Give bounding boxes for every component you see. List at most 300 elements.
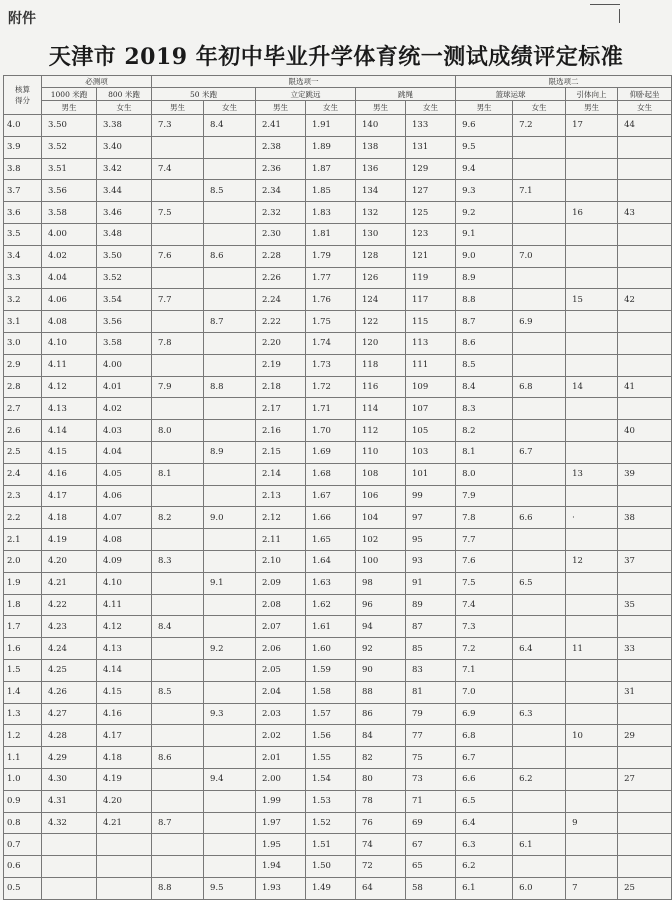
- score-cell: 7.2: [513, 115, 566, 137]
- score-cell: [204, 420, 256, 442]
- score-cell: 9.1: [204, 572, 256, 594]
- score-cell: [618, 354, 672, 376]
- score-cell: 2.34: [256, 180, 306, 202]
- score-cell: [513, 223, 566, 245]
- score-cell: 9.4: [204, 768, 256, 790]
- table-row: [4, 550, 672, 572]
- score-cell: 4.21: [97, 812, 152, 834]
- score-cell: [513, 659, 566, 681]
- score-cell: 2.10: [256, 550, 306, 572]
- level-cell: 3.1: [4, 311, 42, 333]
- table-row: [4, 376, 672, 398]
- score-cell: 9: [566, 812, 618, 834]
- score-cell: 4.05: [97, 463, 152, 485]
- score-cell: 6.0: [513, 877, 566, 899]
- score-cell: 76: [356, 812, 406, 834]
- score-cell: [152, 398, 204, 420]
- table-row: [4, 877, 672, 899]
- score-cell: 8.5: [456, 354, 513, 376]
- score-cell: [204, 267, 256, 289]
- score-cell: 4.23: [42, 616, 97, 638]
- score-cell: 8.6: [204, 245, 256, 267]
- score-cell: 25: [618, 877, 672, 899]
- score-cell: 3.40: [97, 136, 152, 158]
- level-cell: 0.7: [4, 834, 42, 856]
- score-cell: 7: [566, 877, 618, 899]
- score-cell: 1.91: [306, 115, 356, 137]
- table-row: [4, 747, 672, 769]
- score-cell: 102: [356, 529, 406, 551]
- table-row: [4, 834, 672, 856]
- score-cell: 1.68: [306, 463, 356, 485]
- score-cell: 1.49: [306, 877, 356, 899]
- score-cell: 85: [406, 638, 456, 660]
- score-cell: 4.20: [97, 790, 152, 812]
- score-cell: 65: [406, 856, 456, 878]
- table-row: [4, 529, 672, 551]
- score-cell: 3.52: [42, 136, 97, 158]
- score-cell: 3.42: [97, 158, 152, 180]
- gender-header-female: 女生: [306, 101, 356, 115]
- score-cell: [513, 398, 566, 420]
- gender-header-male: 男生: [566, 101, 618, 115]
- score-cell: 4.17: [42, 485, 97, 507]
- score-cell: 6.1: [513, 834, 566, 856]
- score-cell: 1.73: [306, 354, 356, 376]
- score-cell: 103: [406, 441, 456, 463]
- table-row: [4, 485, 672, 507]
- score-cell: [152, 768, 204, 790]
- score-cell: 79: [406, 703, 456, 725]
- score-cell: [152, 834, 204, 856]
- score-cell: 8.4: [152, 616, 204, 638]
- score-cell: [566, 441, 618, 463]
- level-cell: 1.1: [4, 747, 42, 769]
- score-cell: [513, 725, 566, 747]
- score-cell: 13: [566, 463, 618, 485]
- score-cell: 4.19: [42, 529, 97, 551]
- level-cell: 0.8: [4, 812, 42, 834]
- score-cell: 2.19: [256, 354, 306, 376]
- score-cell: [618, 572, 672, 594]
- score-cell: 120: [356, 332, 406, 354]
- score-cell: 4.31: [42, 790, 97, 812]
- score-cell: 100: [356, 550, 406, 572]
- score-cell: 6.9: [456, 703, 513, 725]
- score-cell: 7.0: [513, 245, 566, 267]
- score-cell: 2.03: [256, 703, 306, 725]
- level-cell: 1.4: [4, 681, 42, 703]
- score-cell: [152, 136, 204, 158]
- score-cell: 7.9: [152, 376, 204, 398]
- score-cell: 1.89: [306, 136, 356, 158]
- table-row: [4, 202, 672, 224]
- score-cell: [513, 267, 566, 289]
- score-cell: 7.6: [456, 550, 513, 572]
- score-cell: [618, 223, 672, 245]
- page-title: 天津市 2019 年初中毕业升学体育统一测试成绩评定标准: [48, 44, 624, 70]
- score-cell: 2.14: [256, 463, 306, 485]
- score-cell: 4.18: [97, 747, 152, 769]
- table-row: [4, 136, 672, 158]
- event-pull-up: 引体向上: [566, 88, 618, 101]
- score-cell: 4.13: [97, 638, 152, 660]
- score-cell: [204, 550, 256, 572]
- score-cell: 1.99: [256, 790, 306, 812]
- score-cell: 9.5: [204, 877, 256, 899]
- score-cell: 1.63: [306, 572, 356, 594]
- score-cell: 1.61: [306, 616, 356, 638]
- score-cell: 44: [618, 115, 672, 137]
- score-cell: 2.24: [256, 289, 306, 311]
- score-cell: 1.66: [306, 507, 356, 529]
- score-cell: 121: [406, 245, 456, 267]
- score-cell: 4.12: [42, 376, 97, 398]
- score-cell: [618, 398, 672, 420]
- score-cell: 3.46: [97, 202, 152, 224]
- level-cell: 3.3: [4, 267, 42, 289]
- score-cell: 119: [406, 267, 456, 289]
- event-long-jump: 立定跳远: [256, 88, 356, 101]
- score-cell: [152, 725, 204, 747]
- score-cell: [204, 398, 256, 420]
- score-cell: 140: [356, 115, 406, 137]
- score-cell: 9.6: [456, 115, 513, 137]
- score-cell: 8.7: [152, 812, 204, 834]
- score-cell: 12: [566, 550, 618, 572]
- score-cell: 8.2: [456, 420, 513, 442]
- score-cell: 94: [356, 616, 406, 638]
- level-cell: 1.8: [4, 594, 42, 616]
- score-cell: 7.2: [456, 638, 513, 660]
- level-cell: 2.6: [4, 420, 42, 442]
- score-cell: 4.06: [97, 485, 152, 507]
- score-cell: 132: [356, 202, 406, 224]
- score-cell: [152, 856, 204, 878]
- level-cell: 2.7: [4, 398, 42, 420]
- score-cell: 3.50: [97, 245, 152, 267]
- score-cell: [618, 311, 672, 333]
- table-row: [4, 115, 672, 137]
- level-cell: 3.8: [4, 158, 42, 180]
- score-cell: 77: [406, 725, 456, 747]
- score-cell: [566, 681, 618, 703]
- score-cell: [566, 768, 618, 790]
- score-cell: 1.55: [306, 747, 356, 769]
- score-cell: [618, 812, 672, 834]
- score-cell: 8.7: [456, 311, 513, 333]
- score-cell: 4.17: [97, 725, 152, 747]
- score-cell: 123: [406, 223, 456, 245]
- score-cell: [152, 485, 204, 507]
- score-cell: [204, 485, 256, 507]
- level-cell: 1.6: [4, 638, 42, 660]
- score-cell: 1.85: [306, 180, 356, 202]
- gender-header-female: 女生: [204, 101, 256, 115]
- score-cell: 6.9: [513, 311, 566, 333]
- score-cell: [152, 572, 204, 594]
- score-cell: 118: [356, 354, 406, 376]
- score-cell: [513, 463, 566, 485]
- score-cell: 2.12: [256, 507, 306, 529]
- score-cell: [618, 267, 672, 289]
- level-cell: 1.2: [4, 725, 42, 747]
- score-cell: 84: [356, 725, 406, 747]
- score-cell: [152, 529, 204, 551]
- score-cell: 1.83: [306, 202, 356, 224]
- score-cell: 96: [356, 594, 406, 616]
- score-cell: [204, 463, 256, 485]
- score-cell: [204, 856, 256, 878]
- score-cell: 3.58: [97, 332, 152, 354]
- score-cell: 4.30: [42, 768, 97, 790]
- score-cell: 116: [356, 376, 406, 398]
- score-cell: 4.14: [42, 420, 97, 442]
- score-cell: 71: [406, 790, 456, 812]
- score-cell: 7.1: [513, 180, 566, 202]
- score-cell: [152, 354, 204, 376]
- score-cell: 4.16: [97, 703, 152, 725]
- level-cell: 3.7: [4, 180, 42, 202]
- group-required-header: 必测项: [42, 76, 152, 88]
- score-cell: 4.21: [42, 572, 97, 594]
- score-cell: [566, 790, 618, 812]
- score-cell: [204, 790, 256, 812]
- score-cell: 1.81: [306, 223, 356, 245]
- score-cell: 4.03: [97, 420, 152, 442]
- score-cell: [566, 158, 618, 180]
- score-cell: 35: [618, 594, 672, 616]
- score-cell: [204, 834, 256, 856]
- score-cell: 8.4: [456, 376, 513, 398]
- score-cell: 114: [356, 398, 406, 420]
- score-cell: [618, 856, 672, 878]
- score-cell: 2.09: [256, 572, 306, 594]
- table-row: [4, 638, 672, 660]
- score-cell: 1.50: [306, 856, 356, 878]
- score-cell: 1.94: [256, 856, 306, 878]
- score-cell: [618, 332, 672, 354]
- table-row: [4, 311, 672, 333]
- score-cell: 127: [406, 180, 456, 202]
- score-cell: 133: [406, 115, 456, 137]
- event-basketball: 篮球运球: [456, 88, 566, 101]
- level-cell: 1.5: [4, 659, 42, 681]
- score-cell: [618, 790, 672, 812]
- score-cell: 4.12: [97, 616, 152, 638]
- table-row: [4, 616, 672, 638]
- score-cell: 39: [618, 463, 672, 485]
- score-cell: 3.48: [97, 223, 152, 245]
- score-cell: 6.5: [513, 572, 566, 594]
- event-sprint-50: 50 米跑: [152, 88, 256, 101]
- table-row: [4, 420, 672, 442]
- score-cell: 1.51: [306, 834, 356, 856]
- score-cell: 95: [406, 529, 456, 551]
- score-cell: 1.76: [306, 289, 356, 311]
- score-cell: 101: [406, 463, 456, 485]
- score-cell: 1.69: [306, 441, 356, 463]
- score-cell: [513, 354, 566, 376]
- score-cell: 2.06: [256, 638, 306, 660]
- score-cell: 8.5: [152, 681, 204, 703]
- score-cell: ·: [566, 507, 618, 529]
- score-cell: 2.26: [256, 267, 306, 289]
- table-row: [4, 507, 672, 529]
- score-cell: 7.7: [152, 289, 204, 311]
- score-cell: [513, 420, 566, 442]
- table-row: [4, 180, 672, 202]
- score-cell: 8.5: [204, 180, 256, 202]
- score-cell: 6.2: [513, 768, 566, 790]
- score-cell: [618, 703, 672, 725]
- score-cell: 7.4: [456, 594, 513, 616]
- table-row: [4, 354, 672, 376]
- gender-header-female: 女生: [513, 101, 566, 115]
- score-cell: 2.17: [256, 398, 306, 420]
- score-cell: [513, 616, 566, 638]
- score-cell: 2.05: [256, 659, 306, 681]
- score-cell: 78: [356, 790, 406, 812]
- event-run-1000: 1000 米跑: [42, 88, 97, 101]
- attachment-label: 附件: [8, 11, 36, 27]
- gender-header-male: 男生: [256, 101, 306, 115]
- score-cell: 2.15: [256, 441, 306, 463]
- score-cell: 4.00: [97, 354, 152, 376]
- score-cell: [566, 311, 618, 333]
- score-cell: 8.8: [152, 877, 204, 899]
- score-cell: 1.53: [306, 790, 356, 812]
- score-cell: 42: [618, 289, 672, 311]
- score-cell: 2.41: [256, 115, 306, 137]
- score-cell: 7.4: [152, 158, 204, 180]
- score-cell: 2.38: [256, 136, 306, 158]
- event-run-800: 800 米跑: [97, 88, 152, 101]
- score-cell: 72: [356, 856, 406, 878]
- score-cell: [152, 267, 204, 289]
- table-row: [4, 289, 672, 311]
- score-cell: 8.4: [204, 115, 256, 137]
- score-cell: [618, 158, 672, 180]
- score-cell: 9.0: [456, 245, 513, 267]
- score-cell: [513, 136, 566, 158]
- score-cell: [566, 267, 618, 289]
- score-cell: 4.00: [42, 223, 97, 245]
- score-cell: 126: [356, 267, 406, 289]
- level-cell: 0.9: [4, 790, 42, 812]
- score-cell: 2.36: [256, 158, 306, 180]
- score-cell: 1.95: [256, 834, 306, 856]
- score-cell: [204, 289, 256, 311]
- score-cell: 15: [566, 289, 618, 311]
- score-cell: 73: [406, 768, 456, 790]
- score-cell: [42, 856, 97, 878]
- score-cell: 7.1: [456, 659, 513, 681]
- score-cell: 4.02: [42, 245, 97, 267]
- score-cell: [566, 834, 618, 856]
- score-cell: 8.1: [152, 463, 204, 485]
- gender-header-male: 男生: [152, 101, 204, 115]
- score-cell: 2.08: [256, 594, 306, 616]
- score-cell: 81: [406, 681, 456, 703]
- score-cell: 1.79: [306, 245, 356, 267]
- score-cell: 3.51: [42, 158, 97, 180]
- score-cell: 67: [406, 834, 456, 856]
- score-cell: 8.6: [456, 332, 513, 354]
- score-standard-table: [3, 75, 672, 900]
- event-rope-skip: 跳绳: [356, 88, 456, 101]
- score-cell: 2.01: [256, 747, 306, 769]
- score-cell: [513, 529, 566, 551]
- level-cell: 3.4: [4, 245, 42, 267]
- score-cell: 8.9: [204, 441, 256, 463]
- score-cell: 3.56: [97, 311, 152, 333]
- score-cell: [618, 180, 672, 202]
- score-cell: [618, 747, 672, 769]
- score-cell: 131: [406, 136, 456, 158]
- table-row: [4, 245, 672, 267]
- score-cell: 1.62: [306, 594, 356, 616]
- score-cell: 9.3: [456, 180, 513, 202]
- score-cell: 4.27: [42, 703, 97, 725]
- gender-header-female: 女生: [618, 101, 672, 115]
- score-cell: [513, 681, 566, 703]
- score-cell: 38: [618, 507, 672, 529]
- score-cell: 86: [356, 703, 406, 725]
- table-row: [4, 267, 672, 289]
- score-cell: [566, 136, 618, 158]
- score-cell: 93: [406, 550, 456, 572]
- score-cell: 2.22: [256, 311, 306, 333]
- level-cell: 1.7: [4, 616, 42, 638]
- score-cell: 97: [406, 507, 456, 529]
- score-cell: 92: [356, 638, 406, 660]
- score-cell: 4.13: [42, 398, 97, 420]
- table-row: [4, 768, 672, 790]
- score-cell: [513, 594, 566, 616]
- score-cell: [152, 180, 204, 202]
- score-cell: 7.3: [152, 115, 204, 137]
- score-cell: 6.7: [456, 747, 513, 769]
- score-cell: 3.50: [42, 115, 97, 137]
- score-cell: 2.00: [256, 768, 306, 790]
- score-cell: 6.5: [456, 790, 513, 812]
- score-cell: [618, 834, 672, 856]
- score-cell: 6.7: [513, 441, 566, 463]
- score-cell: 4.14: [97, 659, 152, 681]
- score-cell: 136: [356, 158, 406, 180]
- score-cell: 7.5: [456, 572, 513, 594]
- score-cell: [618, 659, 672, 681]
- score-cell: 9.1: [456, 223, 513, 245]
- level-cell: 2.2: [4, 507, 42, 529]
- score-cell: [566, 398, 618, 420]
- score-cell: [513, 550, 566, 572]
- score-cell: 89: [406, 594, 456, 616]
- score-cell: 2.16: [256, 420, 306, 442]
- col-level-header: 核算 得分: [4, 76, 42, 115]
- score-cell: 91: [406, 572, 456, 594]
- score-cell: 90: [356, 659, 406, 681]
- score-cell: 87: [406, 616, 456, 638]
- score-cell: 4.11: [42, 354, 97, 376]
- level-cell: 3.6: [4, 202, 42, 224]
- score-cell: 1.87: [306, 158, 356, 180]
- score-cell: [204, 747, 256, 769]
- score-cell: 33: [618, 638, 672, 660]
- score-cell: 6.3: [456, 834, 513, 856]
- table-row: [4, 594, 672, 616]
